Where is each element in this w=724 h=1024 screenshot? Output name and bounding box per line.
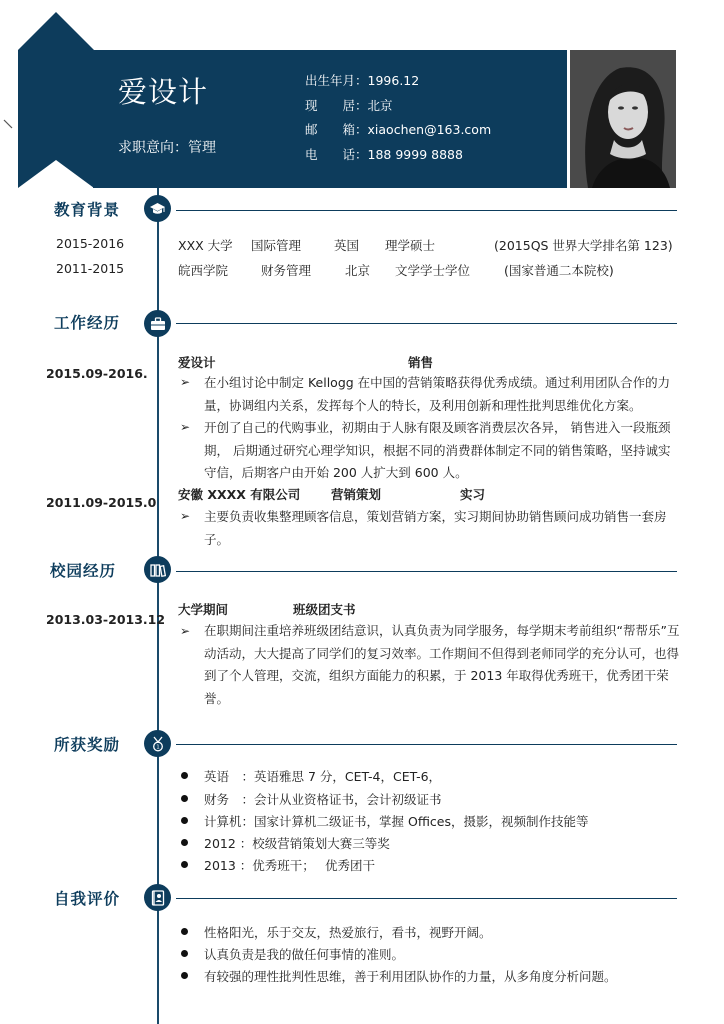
section-divider xyxy=(176,898,677,899)
books-icon xyxy=(144,556,171,583)
page-corner-mark xyxy=(2,118,14,130)
edu-school: XXX 大学 xyxy=(178,238,233,253)
edu-school: 皖西学院 xyxy=(178,263,229,278)
profile-book-icon xyxy=(144,884,171,911)
svg-text:1: 1 xyxy=(155,744,160,751)
graduation-cap-icon xyxy=(144,195,171,222)
arrow-bullet-icon: ➢ xyxy=(180,420,191,434)
edu-country: 北京 xyxy=(345,263,371,278)
info-birth xyxy=(305,71,419,89)
profile-photo xyxy=(570,50,676,188)
info-value: xiaochen@163.com xyxy=(367,122,492,137)
arrow-bullet-icon: ➢ xyxy=(180,624,191,638)
work-type: 实习 xyxy=(460,487,486,502)
bullet-dot-icon xyxy=(181,795,188,802)
work-bullet: 开创了自己的代购事业，初期由于人脉有限及顾客消费层次各异， 销售进入一段瓶颈期， 后期通过研究心理学知识，根据不同的消费群体制定不同的销售策略，坚持诚实守信，后期客户由开始 200 人扩大到 600 人。 xyxy=(204,420,671,480)
work-bullet: 在小组讨论中制定 Kellogg 在中国的营销策略获得优秀成绩。通过利用团队合作的力量，协调组内关系，发挥每个人的特长，及利用创新和理性批判思维优化方案。 xyxy=(204,375,671,413)
bullet-dot-icon xyxy=(181,928,188,935)
info-label: 出生年月： xyxy=(305,73,368,88)
work-company: 爱设计 xyxy=(178,355,216,370)
award-item: 财务 ：会计从业资格证书，会计初级证书 xyxy=(204,792,442,807)
candidate-name: 爱设计 xyxy=(118,75,209,109)
edu-degree: 文学学士学位 xyxy=(395,263,471,278)
campus-bullet: 在职期间注重培养班级团结意识，认真负责为同学服务，每学期末考前组织“帮帮乐”互动活动，大大提高了同学们的复习效率。工作期间不但得到老师同学的充分认可，也得到了个人管理，交流，组织方面能力的积累，于 2013 年取得优秀班干，优秀团干荣誉。 xyxy=(204,623,680,706)
campus-role: 班级团支书 xyxy=(293,602,356,617)
edu-date: 2011-2015 xyxy=(56,261,125,276)
header-ribbon-shape xyxy=(18,12,94,188)
briefcase-icon xyxy=(144,310,171,337)
edu-major: 国际管理 xyxy=(251,238,302,253)
campus-period: 大学期间 xyxy=(178,602,229,617)
section-title-awards: 所获奖励 xyxy=(54,736,121,754)
info-value: 188 9999 8888 xyxy=(367,147,463,162)
edu-note: (国家普通二本院校) xyxy=(504,263,614,278)
info-residence xyxy=(305,96,393,114)
award-item: 计算机：国家计算机二级证书，掌握 Offices，摄影，视频制作技能等 xyxy=(204,814,589,829)
section-title-self: 自我评价 xyxy=(54,890,121,908)
award-item: 英语 ：英语雅思 7 分，CET-4，CET-6， xyxy=(204,769,442,784)
campus-date: 2013.03-2013.12 xyxy=(46,612,166,627)
award-item: 2013 ：优秀班干； 优秀团干 xyxy=(204,858,376,873)
self-item: 性格阳光，乐于交友，热爱旅行，看书，视野开阔。 xyxy=(204,925,492,940)
info-value: 北京 xyxy=(367,98,393,113)
info-label: 电 话： xyxy=(305,147,368,162)
info-value: 1996.12 xyxy=(367,73,420,88)
section-divider xyxy=(176,210,677,211)
edu-date: 2015-2016 xyxy=(56,236,125,251)
info-phone xyxy=(305,145,463,163)
bullet-dot-icon xyxy=(181,972,188,979)
section-divider xyxy=(176,571,677,572)
work-bullet: 主要负责收集整理顾客信息，策划营销方案，实习期间协助销售顾问成功销售一套房子。 xyxy=(204,509,667,547)
section-divider xyxy=(176,323,677,324)
section-divider xyxy=(176,744,677,745)
arrow-bullet-icon: ➢ xyxy=(180,375,191,389)
info-label: 邮 箱： xyxy=(305,122,368,137)
edu-note: (2015QS 世界大学排名第 123) xyxy=(494,238,673,253)
info-label: 现 居： xyxy=(305,98,368,113)
work-date: 2011.09-2015.0 xyxy=(46,495,157,510)
work-role: 销售 xyxy=(408,355,434,370)
info-email xyxy=(305,120,491,138)
section-title-work: 工作经历 xyxy=(54,314,121,332)
self-item: 有较强的理性批判性思维，善于利用团队协作的力量，从多角度分析问题。 xyxy=(204,969,617,984)
work-role: 营销策划 xyxy=(331,487,382,502)
medal-icon xyxy=(144,730,171,757)
bullet-dot-icon xyxy=(181,950,188,957)
arrow-bullet-icon: ➢ xyxy=(180,509,191,523)
section-title-education: 教育背景 xyxy=(54,201,121,219)
bullet-dot-icon xyxy=(181,861,188,868)
bullet-dot-icon xyxy=(181,839,188,846)
work-date: 2015.09-2016. xyxy=(46,366,148,381)
self-item: 认真负责是我的做任何事情的准则。 xyxy=(204,947,405,962)
bullet-dot-icon xyxy=(181,772,188,779)
bullet-dot-icon xyxy=(181,817,188,824)
edu-country: 英国 xyxy=(334,238,360,253)
edu-major: 财务管理 xyxy=(261,263,312,278)
award-item: 2012 ：校级营销策划大赛三等奖 xyxy=(204,836,390,851)
edu-degree: 理学硕士 xyxy=(385,238,436,253)
job-intent: 求职意向：管理 xyxy=(118,140,216,156)
section-title-campus: 校园经历 xyxy=(50,562,117,580)
work-company: 安徽 XXXX 有限公司 xyxy=(178,487,301,502)
